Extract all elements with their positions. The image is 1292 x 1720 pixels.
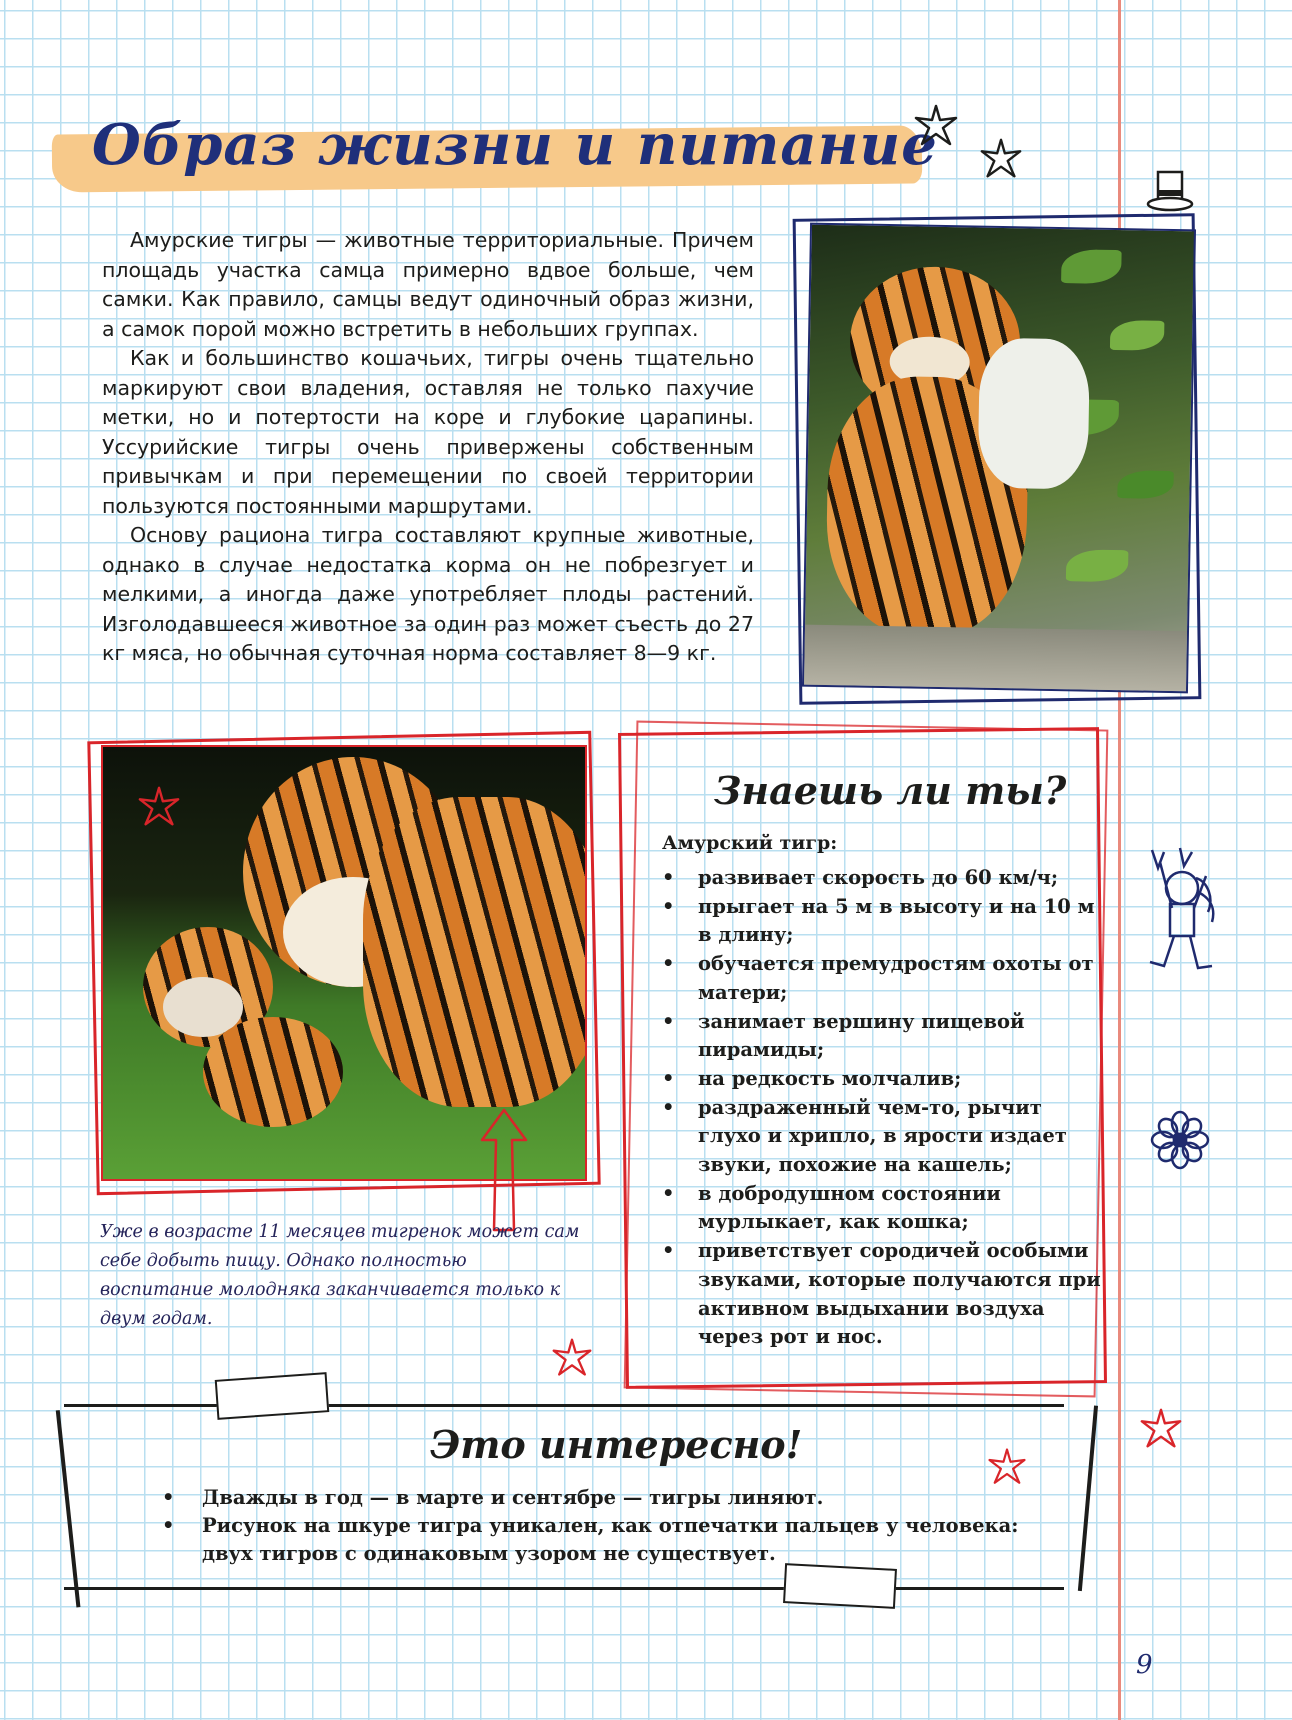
star-doodle-icon [136,784,182,830]
little-person-doodle-icon [1140,842,1224,982]
know-box-list [662,864,1102,1352]
list-item: • развивает скорость до 60 км/ч; [662,864,1102,893]
list-item: • на редкость молчалив; [662,1065,1102,1094]
page-title: Образ жизни и питание [92,112,938,178]
know-box-title: Знаешь ли ты? [714,768,1067,813]
star-doodle-icon [912,102,960,150]
know-box-subject: Амурский тигр: [662,832,838,854]
tape-doodle-icon [215,1372,330,1420]
interesting-box-list [162,1484,1032,1568]
list-item: • Дважды в год — в марте и сентябре — тигры линяют. [162,1484,1032,1512]
list-item: • приветствует сородичей особыми звуками, которые получаются при активном выдыхании воздуха через рот и нос. [662,1237,1102,1352]
list-item: • раздраженный чем-то, рычит глухо и хрипло, в ярости издает звуки, похожие на кашель; [662,1094,1102,1180]
interesting-box-title: Это интересно! [430,1422,803,1467]
star-doodle-icon [1138,1406,1184,1452]
tape-doodle-icon [783,1563,897,1609]
star-doodle-icon [550,1336,594,1380]
list-item: • прыгает на 5 м в высоту и на 10 м в длину; [662,893,1102,950]
list-item: • занимает вершину пищевой пирамиды; [662,1008,1102,1065]
page-number: 9 [1136,1650,1153,1680]
list-item: • Рисунок на шкуре тигра уникален, как отпечатки пальцев у человека: двух тигров с одинаковым узором не существует. [162,1512,1032,1568]
article-body [102,226,754,669]
list-item: • обучается премудростям охоты от матери; [662,950,1102,1007]
article-paragraph: Как и большинство кошачьих, тигры очень тщательно маркируют свои владения, оставляя не только пахучие метки, но и потертости на коре и глубокие царапины. Уссурийские тигры очень привержены собственным привычкам и при перемещении по своей территории пользуются постоянными маршрутами. [102,346,754,518]
article-paragraph: Основу рациона тигра составляют крупные животные, однако в случае недостатка корма он не побрезгует и мелкими, а иногда даже употребляет плоды растений. Изголодавшееся животное за один раз может съесть до 27 кг мяса, но обычная суточная норма составляет 8—9 кг. [102,523,754,665]
article-paragraph: Амурские тигры — животные территориальные. Причем площадь участка самца примерно вдвое больше, чем самки. Как правило, самцы ведут одиночный образ жизни, а самок порой можно встретить в небольших группах. [102,228,754,341]
arrow-doodle-icon [474,1106,534,1236]
photo-caption: Уже в возрасте 11 месяцев тигренок может сам себе добыть пищу. Однако полностью воспитание молодняка заканчивается только к двум годам. [100,1222,580,1329]
star-doodle-icon [978,136,1024,182]
tiger-with-prey-photo [802,223,1196,694]
list-item: • в добродушном состоянии мурлыкает, как кошка; [662,1180,1102,1237]
flower-doodle-icon [1150,1110,1210,1170]
